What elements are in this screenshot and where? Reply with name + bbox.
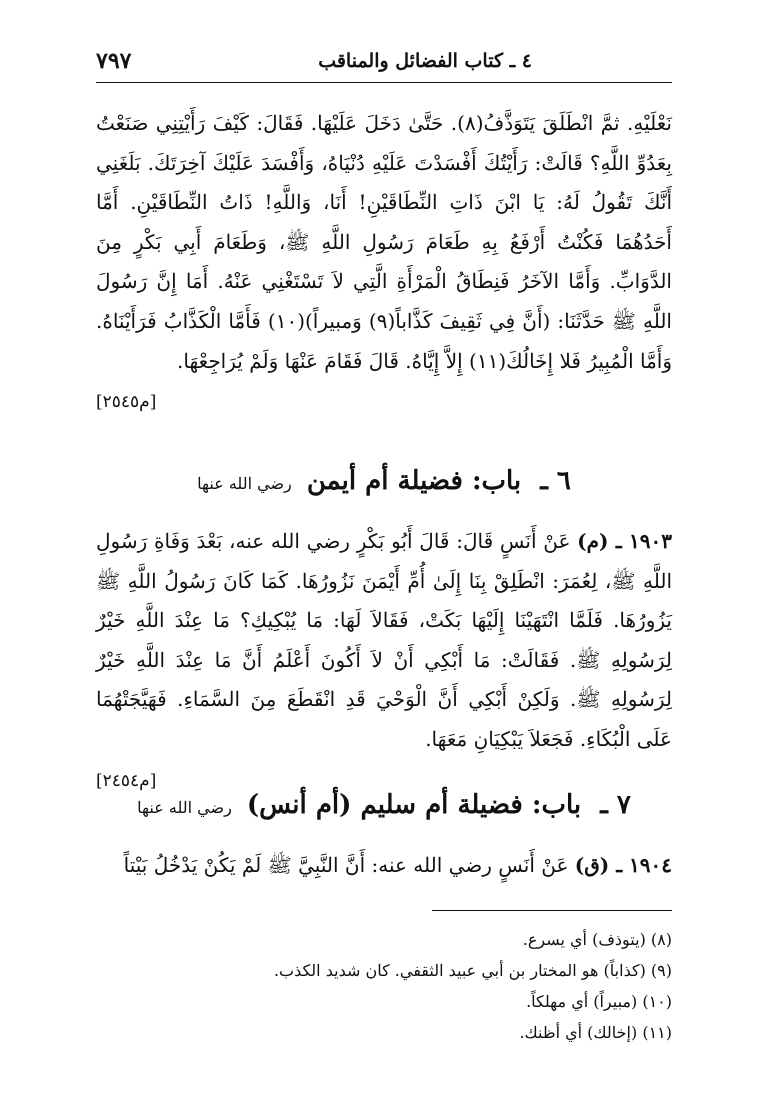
footnote-divider: [432, 910, 672, 911]
footnote-10: (١٠) (مبيراً) أي مهلكاً.: [526, 992, 672, 1011]
footnote-11: (١١) (إخالك) أي أظنك.: [519, 1023, 672, 1042]
section-number: ٦ ـ: [540, 466, 571, 496]
section-heading-umm-ayman: [96, 466, 672, 496]
hadith-reference: [م٢٤٥٤]: [96, 770, 157, 791]
section-number: ٧ ـ: [600, 790, 631, 820]
footnotes: [96, 924, 672, 1048]
hadith-text: عَنْ أَنَسٍ قَالَ: قَالَ أَبُو بَكْرٍ رضي الله عنه، بَعْدَ وَفَاةِ رَسُولِ اللَّهِ ﷺ، لِعُمَرَ: انْطَلِقْ بِنَا إِلَىٰ أُمِّ أَيْمَنَ نَزُورُهَا. كَمَا كَانَ رَسُولُ اللَّهِ ﷺ يَزُورُهَا. فَلَمَّا انْتَهَيْنَا إِلَيْهَا بَكَتْ، فَقَالاَ لَهَا: مَا يُبْكِيكِ؟ مَا عِنْدَ اللَّهِ خَيْرٌ لِرَسُولِهِ ﷺ. فَقَالَتْ: مَا أَبْكِي أَنْ لاَ أَكُونَ أَعْلَمُ أَنَّ مَا عِنْدَ اللَّهِ خَيْرٌ لِرَسُولِهِ ﷺ. وَلَكِنْ أَبْكِي أَنَّ الْوَحْيَ قَدِ انْقَطَعَ مِنَ السَّمَاءِ. فَهَيَّجَتْهُمَا عَلَى الْبُكَاءِ. فَجَعَلاَ يَبْكِيَانِ مَعَهَا.: [96, 529, 673, 751]
page-number: ٧٩٧: [96, 48, 132, 74]
hadith-text: عَنْ أَنَسٍ رضي الله عنه: أَنَّ النَّبِيَّ ﷺ لَمْ يَكُنْ يَدْخُلُ بَيْتاً: [123, 853, 569, 877]
footnote-8: (٨) (يتوذف) أي يسرع.: [522, 930, 672, 949]
hadith-number: ١٩٠٤ ـ (ق): [574, 853, 672, 877]
footnote-9: (٩) (كذاباً) هو المختار بن أبي عبيد الثقفي. كان شديد الكذب.: [273, 961, 672, 980]
page-header: [96, 44, 672, 80]
hadith-1904: [96, 846, 672, 886]
chapter-title: ٤ ـ كتاب الفضائل والمناقب: [318, 50, 532, 72]
section-title: باب: فضيلة أم سليم (أم أنس): [246, 790, 582, 820]
hadith-continuation: [96, 104, 672, 423]
hadith-text: نَعْلَيْهِ. ثمَّ انْطَلَقَ يَتَوَذَّفُ(٨). حَتَّىٰ دَخَلَ عَلَيْهَا. فَقَالَ: كَيْفَ رَأَيْتِنِي صَنَعْتُ بِعَدُوِّ اللَّهِ؟ قَالَتْ: رَأَيْتُكَ أَفْسَدْتَ عَلَيْهِ دُنْيَاهُ، وَأَفْسَدَ عَلَيْكَ آخِرَتَكَ. بَلَغَنِي أَنَّكَ تَقُولُ لَهُ: يَا ابْنَ ذَاتِ النِّطَاقَيْنِ! أَنَا، وَاللَّهِ! ذَاتُ النِّطَاقَيْنِ. أَمَّا أَحَدُهُمَا فَكُنْتُ أَرْفَعُ بِهِ طَعَامَ رَسُولِ اللَّهِ ﷺ، وَطَعَامَ أَبِي بَكْرٍ مِنَ الدَّوَابِّ. وَأَمَّا الآخَرُ فَنِطَاقُ الْمَرْأَةِ الَّتِي لاَ تَسْتَغْنِي عَنْهُ. أَمَا إِنَّ رَسُولَ اللَّهِ ﷺ حَدَّثَنَا: (أَنَّ فِي ثَقِيفَ كَذَّاباً(٩) وَمبيراً)(١٠) فَأَمَّا الْكَذَّابُ فَرَأَيْنَاهُ. وَأَمَّا الْمُبِيرُ فَلا إِخَالُكَ(١١) إِلاَّ إِيَّاهُ. قَالَ فَقَامَ عَنْهَا وَلَمْ يُرَاجِعْهَا.: [96, 111, 672, 373]
hadith-reference: [م٢٥٤٥]: [96, 392, 157, 413]
hadith-1903: [96, 522, 672, 801]
hadith-number: ١٩٠٣ ـ (م): [577, 529, 673, 553]
section-title: باب: فضيلة أم أيمن: [306, 466, 522, 496]
honorific-glyph: رضي الله عنها: [197, 474, 292, 493]
header-divider: [96, 82, 672, 83]
honorific-glyph: رضي الله عنها: [137, 798, 232, 817]
section-heading-umm-sulaym: [96, 790, 672, 820]
